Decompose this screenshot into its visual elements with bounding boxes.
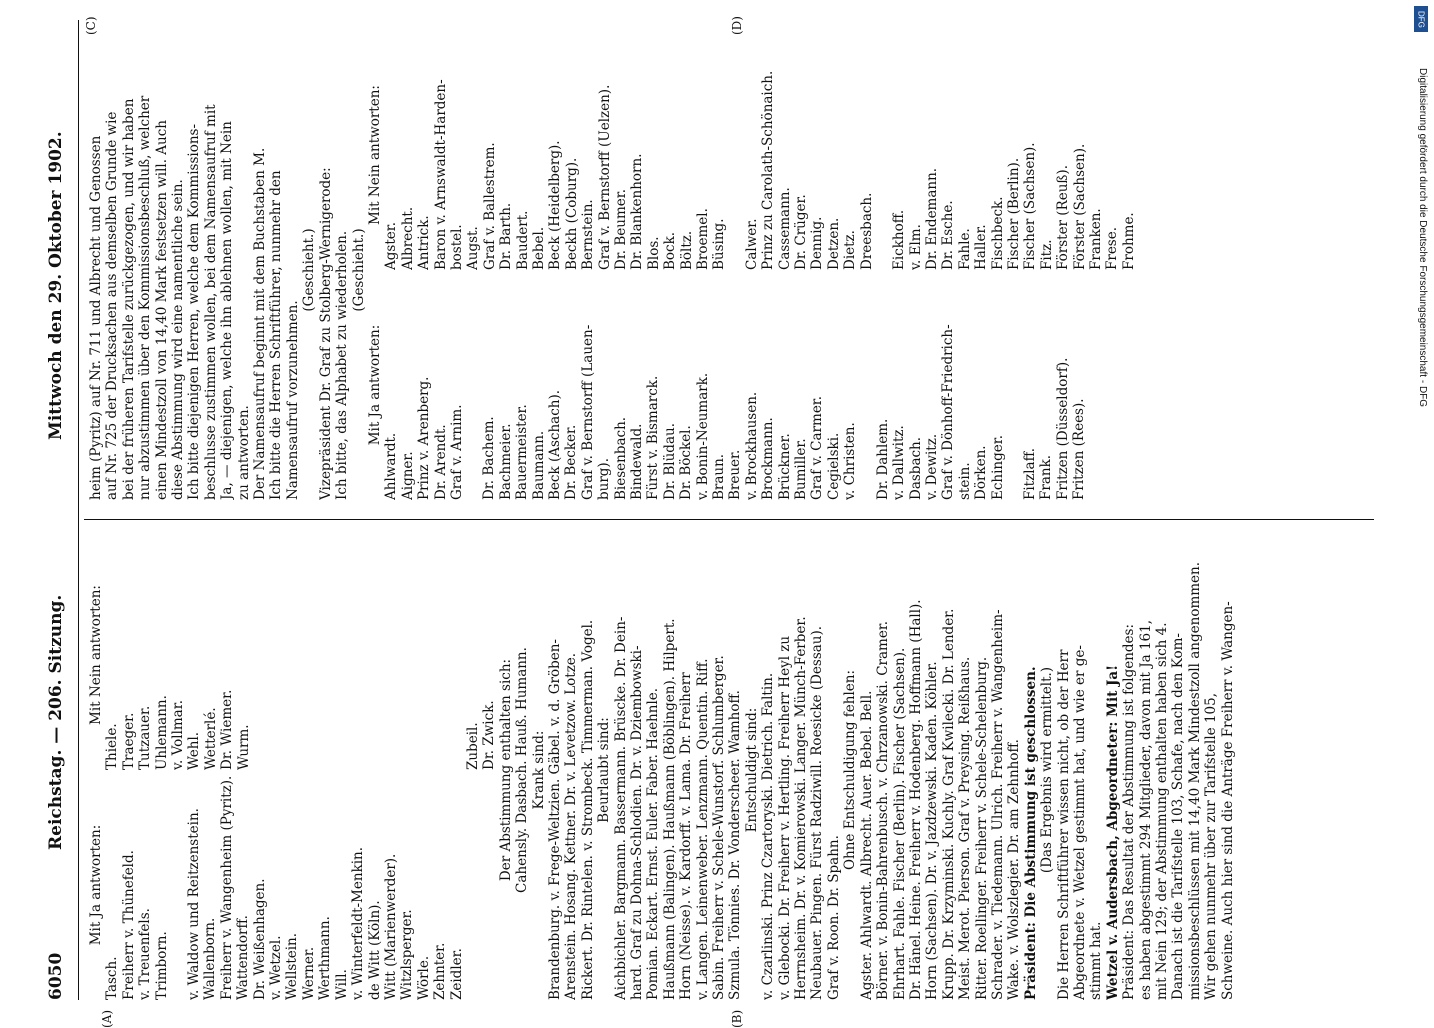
text-line: Freiherr v. Wangenheim (Pyritz).: [218, 775, 235, 1000]
text-line: Aigner.: [399, 451, 416, 500]
text-line: Wir gehen nunmehr über zur Tarifstelle 105,: [1203, 692, 1220, 1000]
text-line: Graf v. Bernstorff (Lauen-: [579, 324, 596, 500]
column-divider: [84, 519, 1374, 520]
vote-headings: [367, 40, 383, 500]
text-line: Tutzauer.: [137, 705, 154, 770]
text-line: Zeidler.: [448, 948, 465, 1000]
text-line: Bock.: [662, 231, 679, 270]
dfg-logo: DFG: [1414, 6, 1428, 32]
krank-text: [547, 540, 596, 1000]
text-line: de Witt (Köln).: [366, 900, 383, 1000]
text-line: v. Waldow und Reitzenstein.: [186, 808, 203, 1000]
digitization-credit: Digitalisierung gefördert durch die Deutsche Forschungsgemeinschaft - DFG: [1417, 68, 1428, 408]
text-line: Graf v. Arnim.: [448, 404, 465, 500]
marker-d: (D): [730, 16, 744, 35]
nein-list: [104, 540, 465, 770]
session-date: Mittwoch den 29. Oktober 1902.: [46, 131, 66, 440]
text-line: Graf v. Dönhoff-Friedrich-: [940, 324, 957, 500]
text-line: v. Dallwitz.: [891, 425, 908, 500]
text-line: Neubauer. Pingen. Fürst Radziwill. Roesicke (Dessau).: [809, 625, 826, 1000]
text-line: Szmula. Tönnies. Dr. Vonderscheer. Wamhoff.: [727, 690, 744, 1000]
text-line: Fürst v. Bismarck.: [645, 375, 662, 500]
text-line: Abgeordnete v. Wetzel gestimmt hat, und wie er ge-: [1071, 645, 1088, 1000]
text-line: Frese.: [1104, 226, 1121, 270]
text-line: Dörken.: [973, 445, 990, 500]
rotated-document-page: [40, 0, 1420, 1028]
text-line: Brückner.: [776, 433, 793, 500]
text-line: heim (Pyritz) auf Nr. 711 und Albrecht und Genossen: [88, 135, 104, 500]
text-line: Herrnsheim. Dr. v. Komierowski. Langer. Münch-Ferber.: [793, 616, 810, 1000]
text-line: Böltz.: [678, 230, 695, 270]
text-line: Graf v. Ballestrem.: [481, 142, 498, 270]
text-line: Arenstein. Hosang. Kettner. Dr. v. Levetzow. Lotze.: [563, 652, 580, 1000]
text-line: Horn (Neisse). v. Kardorff. v. Lama. Dr. Freiherr: [678, 672, 695, 1000]
text-line: Ehrhart. Fahle. Fischer (Berlin). Fischer (Sachsen).: [891, 647, 908, 1000]
text-line: diese Abstimmung wird eine namentliche sein.: [170, 179, 187, 500]
page-header: [40, 20, 80, 1000]
text-line: v. Christen.: [842, 422, 859, 500]
text-line: Bindewald.: [629, 423, 645, 500]
text-line: Ich bitte, das Alphabet zu wiederholen.: [334, 230, 351, 500]
name-entry: Zubeil.: [464, 722, 481, 770]
ja-heading: Mit Ja antworten:: [366, 324, 383, 446]
text-line: v. Brockhausen.: [743, 391, 760, 500]
text-line: Ich bitte diejenigen Herren, welche dem Kommissions-: [186, 123, 203, 500]
text-line: nur abzustimmen über den Kommissionsbeschluß, welcher: [137, 95, 154, 500]
text-line: Dr. Crüger.: [793, 194, 810, 270]
vote-lists: [383, 40, 1137, 500]
text-line: Graf v. Carmer.: [809, 395, 826, 500]
marker-a: (A): [100, 1009, 114, 1028]
text-line: Graf v. Roon. Dr. Spahn.: [825, 835, 842, 1000]
text-line: Wehl.: [186, 731, 203, 770]
text-line: Franken.: [1087, 208, 1104, 270]
text-line: Frank.: [1038, 454, 1055, 500]
paragraph-resultat: [1121, 540, 1236, 1000]
text-line: Dr. Beumer.: [613, 188, 629, 270]
text-line: [875, 40, 891, 270]
right-column: [88, 40, 1137, 500]
text-line: Börner. v. Bonin-Bahrenbusch. v. Chrzanowski. Cramer.: [875, 620, 892, 1000]
beurlaubt-text: [613, 540, 744, 1000]
ergebnis-note: (Das Ergebnis wird ermittelt.): [1039, 666, 1056, 874]
text-line: Beck (Aschach).: [546, 389, 563, 500]
text-line: Blos.: [645, 236, 662, 270]
text-line: Dasbach.: [907, 436, 924, 500]
text-line: mit Nein 129; der Abstimmung enthalten haben sich 4.: [1154, 622, 1170, 1000]
text-line: Fischer (Berlin).: [1005, 157, 1022, 270]
text-line: Wake. v. Wolszlegier. Dr. am Zehnhoff.: [1006, 739, 1023, 1000]
text-line: Aichbichler. Bargmann. Bassermann. Brüscke. Dr. Dein-: [612, 616, 629, 1000]
text-line: Werthmann.: [317, 916, 334, 1000]
text-line: [859, 270, 875, 500]
text-line: missionsbeschlüssen mit 14,40 Mark Mindestzoll angenommen.: [1186, 561, 1203, 1000]
text-line: Detzen.: [825, 217, 842, 270]
text-line: Dr. Böckel.: [678, 425, 695, 500]
marker-b: (B): [730, 1009, 744, 1028]
text-line: Bernstein.: [580, 199, 597, 270]
text-line: v. Langen. Leinenweber. Lenzmann. Quentin. Riff.: [694, 658, 711, 1000]
text-line: Trimborn.: [153, 931, 170, 1000]
text-line: v. Bonin-Neumark.: [694, 372, 711, 500]
text-line: Dietz.: [842, 230, 859, 270]
text-line: Bauermeister.: [514, 404, 531, 500]
text-line: auf Nr. 725 der Drucksachen aus demselben Grunde wie: [104, 111, 121, 500]
text-line: Albrecht.: [399, 206, 416, 270]
name-entry: Dr. Zwick.: [481, 700, 498, 770]
text-line: Tasch.: [104, 956, 121, 1000]
text-line: Wattendorff.: [235, 915, 252, 1000]
text-line: burg).: [596, 458, 613, 500]
text-line: Thiele.: [104, 723, 121, 770]
text-line: beschlusse zustimmen wollen, bei dem Namensaufruf mit: [202, 104, 219, 500]
text-line: Danach ist die Tarifstelle 103, Schafe, nach den Kom-: [1170, 633, 1187, 1000]
enthalten-names: Cahensly. Dasbach. Hauß. Humann.: [514, 647, 531, 893]
text-line: Förster (Reuß).: [1055, 165, 1072, 270]
text-line: Ahlwardt.: [383, 432, 400, 500]
paragraph-schriftfuehrer: [1056, 540, 1105, 1000]
text-line: Dr. Esche.: [940, 200, 957, 270]
text-line: Will.: [333, 969, 350, 1000]
text-line: Augst.: [465, 226, 482, 270]
text-line: Antrick.: [416, 215, 433, 270]
text-line: Der Namensaufruf beginnt mit dem Buchstaben M.: [252, 147, 269, 500]
vizepraesident-statement: [318, 40, 351, 500]
ja-list: [383, 270, 1137, 500]
text-line: Die Herren Schriftführer wissen nicht, ob der Herr: [1055, 649, 1072, 1000]
text-line: Fritzen (Rees).: [1071, 398, 1088, 500]
text-line: Dr. Blüdau.: [661, 423, 678, 500]
text-line: Ja, — diejenigen, welche ihn ablehnen wollen, mit Nein: [219, 121, 236, 500]
text-line: Dr. Bachem.: [481, 416, 498, 500]
nein-list: [383, 40, 1137, 270]
text-line: Fritzen (Düsseldorf).: [1054, 357, 1071, 500]
text-line: Witzlsperger.: [399, 909, 416, 1000]
text-line: Frohme.: [1120, 212, 1137, 270]
geschieht-note: (Geschieht.): [301, 228, 318, 312]
text-line: Vizepräsident Dr. Graf zu Stolberg-Wernigerode:: [317, 167, 334, 500]
text-line: Horn (Sachsen). Dr. v. Jazdzewski. Kaden. Köhler.: [924, 661, 941, 1000]
text-line: Fahle.: [956, 228, 973, 270]
text-line: Dr. Weißenhagen.: [251, 878, 268, 1000]
text-line: Freiherr v. Thünefeld.: [120, 850, 137, 1000]
text-line: Agster.: [383, 222, 400, 270]
beurlaubt-heading: Beurlaubt sind:: [596, 717, 613, 823]
text-line: Rickert. Dr. Rintelen. v. Strombeck. Timmerman. Vogel.: [579, 619, 596, 1000]
intro-paragraph: [88, 40, 301, 500]
text-line: Graf v. Bernstorff (Uelzen).: [596, 84, 613, 270]
text-line: Dennig.: [809, 216, 826, 270]
text-line: v. Dewitz.: [923, 433, 940, 500]
text-line: Traeger.: [120, 712, 137, 770]
enthalten-heading: Der Abstimmung enthalten sich:: [497, 658, 514, 882]
text-line: Wellstein.: [284, 932, 301, 1000]
text-line: Dr. Becker.: [563, 424, 580, 500]
text-line: Zehnter.: [432, 942, 449, 1000]
text-line: zu antworten.: [235, 405, 252, 500]
nein-heading: Mit Nein antworten:: [88, 585, 104, 725]
praesident-statement: Präsident: Die Abstimmung ist geschlossen.: [1022, 666, 1039, 1000]
header-rule: [78, 20, 79, 1000]
text-line: Ich bitte die Herren Schriftführer, nunmehr den: [268, 170, 285, 500]
text-line: Cassemann.: [776, 187, 793, 270]
text-line: bei der früheren Tarifstelle zurückgezogen, und wir haben: [120, 98, 137, 500]
text-line: Biesenbach.: [612, 416, 629, 500]
text-line: [728, 40, 744, 270]
text-line: Pomian. Eckart. Ernst. Euler. Faber. Haehnle.: [645, 687, 662, 1000]
text-line: [1006, 270, 1022, 500]
text-line: Schrader. v. Tiedemann. Ulrich. Freiherr v. Wangenheim-: [989, 609, 1006, 1000]
text-line: v. Elm.: [907, 224, 924, 270]
text-line: hard. Graf zu Dohna-Schlodien. Dr. v. Dziembowski-: [629, 645, 645, 1000]
text-line: Dr. Arendt.: [432, 424, 449, 500]
text-line: Dr. Barth.: [498, 202, 515, 270]
text-line: Calwer.: [743, 218, 760, 270]
text-line: Wallenborn.: [202, 917, 219, 1000]
text-line: Krupp. Dr. Krzyminski. Kuchly. Graf Kwilecki. Dr. Lender.: [940, 608, 957, 1000]
text-line: v. Czarlinski. Prinz Czartoryski. Dietrich. Faltin.: [760, 672, 777, 1000]
text-line: v. Wetzel.: [268, 935, 285, 1000]
text-line: Uhlemann.: [153, 695, 170, 770]
text-line: Wetterlé.: [202, 707, 219, 770]
text-line: v. Vollmar.: [170, 700, 187, 770]
text-line: [465, 270, 481, 500]
text-line: Meist. Merot. Pierson. Graf v. Preysing. Reißhaus.: [957, 656, 974, 1000]
text-line: Schweine. Auch hier sind die Anträge Freiherr v. Wangen-: [1219, 601, 1236, 1000]
text-line: Baumann.: [530, 430, 547, 500]
entschuldigt-heading: Entschuldigt sind:: [743, 707, 760, 833]
text-line: stein.: [956, 462, 973, 500]
zubeil-row: [465, 540, 498, 1000]
vote-lists: [104, 540, 465, 1000]
text-line: Wurm.: [235, 724, 252, 770]
entschuldigt-text: [760, 540, 842, 1000]
ja-list: [104, 770, 465, 1000]
nein-heading: Mit Nein antworten:: [366, 85, 383, 225]
text-line: v. Winterfeldt-Menkin.: [350, 846, 367, 1000]
left-column: [88, 540, 1236, 1000]
text-line: Baudert.: [514, 210, 531, 270]
text-line: [170, 770, 186, 1000]
text-line: Dr. Wiemer.: [219, 689, 236, 770]
text-line: Brockmann.: [760, 417, 777, 500]
ja-heading: Mit Ja antworten:: [88, 824, 104, 946]
text-line: Fitz.: [1038, 239, 1055, 270]
text-line: einen Mindestzoll von 14,40 Mark festsetzen will. Auch: [153, 120, 170, 500]
text-line: Präsident: Das Resultat der Abstimmung ist folgendes:: [1121, 624, 1138, 1000]
text-line: Sabin. Freiherr v. Schele-Wunstorf. Schlumberger.: [711, 655, 728, 1000]
text-line: Breuer.: [727, 449, 744, 500]
text-line: Agster. Ahlwardt. Albrecht. Auer. Bebel. Bell.: [858, 690, 875, 1000]
wetzel-statement: Wetzel v. Audersbach, Abgeordneter: Mit Ja!: [1104, 664, 1121, 1000]
text-line: Cegielski.: [825, 432, 842, 500]
text-line: Echinger.: [989, 434, 1006, 500]
text-line: Fischer (Sachsen).: [1022, 142, 1039, 270]
text-line: Beckh (Coburg).: [563, 157, 580, 270]
text-line: Wörle.: [415, 955, 432, 1000]
text-line: Dreesbach.: [858, 192, 875, 270]
text-line: Witt (Marienwerder).: [382, 853, 399, 1000]
page-number: 6050: [46, 952, 66, 1000]
text-line: Dr. Dahlem.: [874, 418, 891, 500]
ohne-text: [859, 540, 1023, 1000]
text-line: Fischbeck.: [989, 196, 1006, 270]
text-line: Beck (Heidelberg).: [547, 140, 564, 270]
ohne-heading: Ohne Entschuldigung fehlen:: [842, 669, 859, 871]
session-title: Reichstag. — 206. Sitzung.: [46, 594, 66, 850]
geschieht-note: (Geschieht.): [350, 228, 367, 312]
text-line: Prinz v. Arenberg.: [416, 376, 433, 500]
krank-heading: Krank sind:: [530, 730, 547, 810]
text-line: Broemel.: [695, 208, 712, 270]
text-line: v. Glebocki. Dr. Freiherr v. Hertling. Freiherr Heyl zu: [776, 635, 793, 1000]
text-line: Dr. Blankenhorn.: [629, 153, 646, 270]
text-line: Brandenburg. v. Frege-Weltzien. Gäbel. v. d. Gröben-: [546, 639, 563, 1000]
text-line: Prinz zu Carolath-Schönaich.: [760, 70, 777, 270]
text-line: es haben abgestimmt 294 Mitglieder, davon mit Ja 161,: [1137, 619, 1154, 1000]
text-line: Dr. Endemann.: [923, 167, 940, 270]
text-line: Haller.: [973, 224, 990, 270]
text-line: v. Treuenfels.: [137, 908, 154, 1000]
text-line: Namensaufruf vorzunehmen.: [284, 300, 301, 500]
text-line: Bumiller.: [793, 438, 810, 500]
marker-c: (C): [84, 16, 98, 35]
text-line: Werner.: [300, 946, 317, 1000]
text-line: stimmt hat.: [1088, 921, 1105, 1000]
text-line: Büsing.: [711, 218, 728, 270]
text-line: Haußmann (Balingen). Haußmann (Böblingen). Hilpert.: [661, 618, 678, 1000]
text-line: bostel.: [448, 224, 465, 270]
text-line: Eickhoff.: [891, 209, 908, 270]
text-line: Bachmeier.: [497, 423, 514, 500]
text-line: Braun.: [711, 453, 728, 500]
text-line: Förster (Sachsen).: [1071, 143, 1088, 270]
text-line: Bebel.: [530, 226, 547, 270]
text-line: Ritter. Roellinger. Freiherr v. Schele-Schelenburg.: [973, 656, 990, 1000]
text-line: Dr. Hänel. Heine. Freiherr v. Hodenberg. Hoffmann (Hall).: [907, 599, 924, 1000]
text-line: Baron v. Arnswaldt-Harden-: [432, 79, 449, 270]
vote-headings: [88, 540, 104, 1000]
text-line: Fitzlaff.: [1021, 448, 1038, 500]
